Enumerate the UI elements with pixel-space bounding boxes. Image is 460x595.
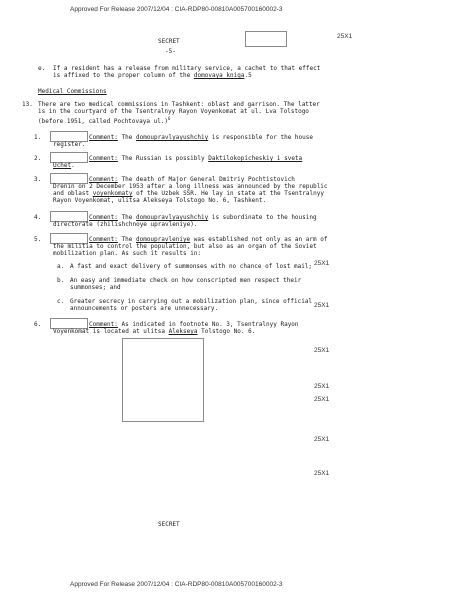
exemption-stamp: 25X1 bbox=[314, 436, 330, 443]
para-13-line: (before 1951, called Pochtovaya ul.)$^6$ bbox=[38, 116, 171, 125]
subitem-line: Greater secrecy in carrying out a mobilization plan, since official bbox=[70, 298, 313, 305]
release-banner-bottom: Approved For Release 2007/12/04 : CIA-RDP80-00810A005700160002-3 bbox=[70, 581, 283, 588]
subitem-label: b. bbox=[57, 277, 65, 284]
exemption-stamp: 25X1 bbox=[314, 470, 330, 477]
redaction-box-large bbox=[122, 338, 204, 422]
subitem-line: An easy and immediate check on how conscripted men respect their bbox=[70, 277, 302, 284]
page-number: -5- bbox=[165, 48, 176, 55]
para-13-label: 13. bbox=[22, 101, 33, 108]
para-e-line: is affixed to the proper column of the domovaya kniga.5 bbox=[53, 72, 252, 79]
footnote-line: Voyenkomat is located at ulitsa Alekseya Tolstogo No. 6. bbox=[53, 328, 256, 335]
footnote-line: Comment: As indicated in footnote No. 3, Tsentralnyy Rayon bbox=[89, 321, 299, 328]
footnote-number: 1. bbox=[34, 134, 42, 141]
subitem-line: announcements or posters are unnecessary. bbox=[70, 305, 219, 312]
classification-bottom: SECRET bbox=[158, 521, 180, 528]
footnote-line: Rayon Voyenkomat, ulitsa Alekseya Tolstogo No. 6, Tashkent. bbox=[53, 197, 267, 204]
exemption-stamp: 25X1 bbox=[314, 347, 330, 354]
footnote-line: and oblast voyenkomaty of the Uzbek SSR. He lay in state at the Tsentralnyy bbox=[53, 190, 324, 197]
exemption-stamp: 25X1 bbox=[314, 260, 330, 267]
subitem-label: c. bbox=[57, 298, 65, 305]
footnote-line: Comment: The domoupravlyayushchiy is subordinate to the housing bbox=[89, 214, 317, 221]
footnote-number: 3. bbox=[34, 176, 42, 183]
footnote-line: mobilization plan. As such it results in: bbox=[53, 250, 202, 257]
classification-top: SECRET bbox=[158, 38, 180, 45]
section-heading: Medical Commissions bbox=[38, 88, 107, 95]
footnote-line: Comment: The death of Major General Dmitriy Pochtistovich bbox=[89, 176, 295, 183]
exemption-stamp: 25X1 bbox=[337, 33, 353, 40]
footnote-line: Comment: The Russian is possibly Daktilokopicheskiy i sveta bbox=[89, 155, 303, 162]
exemption-stamp: 25X1 bbox=[314, 302, 330, 309]
footnote-line: the militia to control the population, but also as an organ of the Soviet bbox=[53, 243, 317, 250]
footnote-line: register. bbox=[53, 141, 86, 148]
footnote-number: 4. bbox=[34, 214, 42, 221]
release-banner-top: Approved For Release 2007/12/04 : CIA-RDP80-00810A005700160002-3 bbox=[70, 6, 283, 13]
footnote-number: 6. bbox=[34, 321, 42, 328]
subitem-line: summonses; and bbox=[70, 284, 121, 291]
subitem-label: a. bbox=[57, 263, 65, 270]
subitem-line: A fast and exact delivery of summonses with no chance of lost mail; bbox=[70, 263, 313, 270]
para-e-label: e. bbox=[38, 65, 46, 72]
footnote-line: Drenin on 2 December 1953 after a long illness was announced by the republic bbox=[53, 183, 328, 190]
para-e-line: If a resident has a release from military service, a cachet to that effect bbox=[53, 65, 321, 72]
footnote-line: directorate (zhilishchnoye upravleniye). bbox=[53, 221, 198, 228]
para-13-line: There are two medical commissions in Tashkent: oblast and garrison. The latter bbox=[38, 101, 320, 108]
footnote-line: Comment: The domoupravlyayushchiy is responsible for the house bbox=[89, 134, 313, 141]
footnote-number: 5. bbox=[34, 236, 42, 243]
exemption-stamp: 25X1 bbox=[314, 383, 330, 390]
footnote-line: Uchet. bbox=[53, 162, 75, 169]
exemption-stamp: 25X1 bbox=[314, 396, 330, 403]
footnote-number: 2. bbox=[34, 155, 42, 162]
redaction-box-header bbox=[245, 31, 287, 47]
footnote-line: Comment: The domoupravleniye was established not only as an arm of bbox=[89, 236, 328, 243]
para-13-line: is in the courtyard of the Tsentralnyy Rayon Voyenkomat at ul. Lva Tolstogo bbox=[38, 108, 309, 115]
